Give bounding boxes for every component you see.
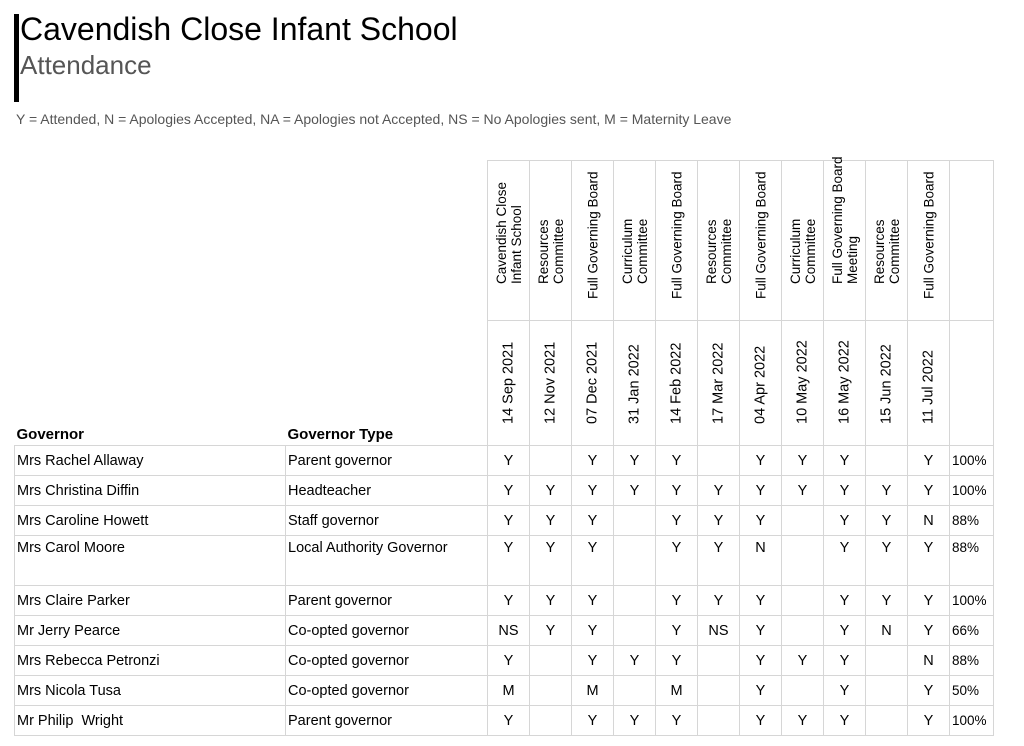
attendance-mark: Y xyxy=(824,536,866,586)
attendance-mark: Y xyxy=(698,476,740,506)
governor-name: Mrs Carol Moore xyxy=(15,536,286,586)
attendance-mark: Y xyxy=(572,706,614,736)
header-spacer xyxy=(15,161,286,321)
attendance-percentage: 88% xyxy=(950,536,994,586)
meeting-date: 10 May 2022 xyxy=(794,340,810,424)
meeting-date-header xyxy=(908,321,950,446)
meeting-name-line: Curriculum xyxy=(787,218,803,284)
attendance-mark xyxy=(530,706,572,736)
attendance-mark xyxy=(782,616,824,646)
meeting-name-line: Curriculum xyxy=(619,218,635,284)
attendance-legend: Y = Attended, N = Apologies Accepted, NA = Apologies not Accepted, NS = No Apologies sent, M = Maternity Leave xyxy=(16,111,732,127)
attendance-mark: Y xyxy=(656,446,698,476)
meeting-date: 14 Feb 2022 xyxy=(668,342,684,424)
attendance-mark: Y xyxy=(572,506,614,536)
attendance-mark: Y xyxy=(782,476,824,506)
attendance-mark xyxy=(614,616,656,646)
meeting-date: 15 Jun 2022 xyxy=(878,344,894,424)
attendance-mark: Y xyxy=(656,646,698,676)
meeting-name-header xyxy=(698,161,740,321)
governor-name: Mrs Caroline Howett xyxy=(15,506,286,536)
governor-type: Local Authority Governor xyxy=(286,536,488,586)
attendance-mark xyxy=(530,676,572,706)
meeting-date: 12 Nov 2021 xyxy=(542,341,558,424)
governor-name: Mrs Rachel Allaway xyxy=(15,446,286,476)
attendance-mark: Y xyxy=(740,676,782,706)
meeting-name-line: Resources xyxy=(871,219,887,284)
attendance-mark xyxy=(614,506,656,536)
attendance-mark: Y xyxy=(698,536,740,586)
attendance-mark: N xyxy=(908,646,950,676)
attendance-mark: Y xyxy=(824,476,866,506)
attendance-percentage: 100% xyxy=(950,586,994,616)
attendance-mark: Y xyxy=(782,706,824,736)
attendance-mark: Y xyxy=(908,676,950,706)
attendance-mark: Y xyxy=(488,506,530,536)
meeting-name-line: Meeting xyxy=(844,235,860,284)
attendance-mark xyxy=(614,536,656,586)
attendance-mark xyxy=(866,706,908,736)
attendance-percentage: 50% xyxy=(950,676,994,706)
meeting-date: 11 Jul 2022 xyxy=(920,350,936,424)
meeting-date-header xyxy=(866,321,908,446)
attendance-mark: Y xyxy=(488,536,530,586)
meeting-date-header xyxy=(740,321,782,446)
attendance-mark: Y xyxy=(656,706,698,736)
meeting-name-line: Full Governing Board xyxy=(829,156,845,284)
attendance-mark: Y xyxy=(698,506,740,536)
attendance-mark xyxy=(698,676,740,706)
attendance-mark: Y xyxy=(908,446,950,476)
meeting-name-header xyxy=(824,156,866,321)
table-row xyxy=(15,646,994,676)
meeting-date: 31 Jan 2022 xyxy=(626,344,642,424)
attendance-mark: Y xyxy=(782,446,824,476)
meeting-date-header xyxy=(824,321,866,446)
attendance-mark xyxy=(698,706,740,736)
attendance-mark: Y xyxy=(572,536,614,586)
attendance-mark: Y xyxy=(824,676,866,706)
attendance-mark: Y xyxy=(614,646,656,676)
attendance-mark xyxy=(866,676,908,706)
meeting-name-header xyxy=(782,161,824,321)
attendance-mark: Y xyxy=(824,706,866,736)
attendance-mark: Y xyxy=(824,646,866,676)
attendance-mark: N xyxy=(908,506,950,536)
meeting-name-header xyxy=(866,161,908,321)
attendance-mark: Y xyxy=(656,616,698,646)
attendance-mark: Y xyxy=(824,616,866,646)
attendance-mark: Y xyxy=(488,446,530,476)
attendance-mark: Y xyxy=(656,476,698,506)
meeting-name-line: Committee xyxy=(634,218,650,284)
attendance-mark: Y xyxy=(908,586,950,616)
table-row xyxy=(15,706,994,736)
attendance-mark xyxy=(782,586,824,616)
attendance-mark: Y xyxy=(908,706,950,736)
meeting-name-line: Full Governing Board xyxy=(669,171,684,299)
table-row xyxy=(15,586,994,616)
meeting-name-header xyxy=(656,161,698,321)
meeting-date: 07 Dec 2021 xyxy=(584,341,600,424)
meeting-date: 04 Apr 2022 xyxy=(752,345,768,424)
attendance-mark xyxy=(530,446,572,476)
table-row xyxy=(15,446,994,476)
meeting-date-header xyxy=(656,321,698,446)
meeting-name-line: Committee xyxy=(886,218,902,284)
attendance-mark: Y xyxy=(824,446,866,476)
meeting-name-line: Committee xyxy=(718,218,734,284)
attendance-percentage: 100% xyxy=(950,446,994,476)
attendance-mark: Y xyxy=(656,536,698,586)
attendance-percentage: 66% xyxy=(950,616,994,646)
meeting-name-header xyxy=(530,161,572,321)
attendance-percentage: 100% xyxy=(950,476,994,506)
attendance-mark: Y xyxy=(530,586,572,616)
attendance-mark: Y xyxy=(740,446,782,476)
attendance-mark: Y xyxy=(656,586,698,616)
attendance-percentage: 88% xyxy=(950,506,994,536)
governor-type: Headteacher xyxy=(286,476,488,506)
meeting-date-header xyxy=(488,321,530,446)
meeting-name-line: Full Governing Board xyxy=(753,171,768,299)
attendance-mark: Y xyxy=(866,586,908,616)
governor-type: Staff governor xyxy=(286,506,488,536)
attendance-mark: Y xyxy=(866,476,908,506)
governor-type-column-header: Governor Type xyxy=(286,321,488,446)
attendance-table xyxy=(14,156,994,736)
attendance-mark: Y xyxy=(488,476,530,506)
meeting-name-line: Infant School xyxy=(508,205,524,284)
attendance-percentage: 100% xyxy=(950,706,994,736)
attendance-mark xyxy=(614,586,656,616)
attendance-mark xyxy=(866,646,908,676)
table-row xyxy=(15,536,994,586)
page-subtitle: Attendance xyxy=(20,50,152,80)
attendance-mark: Y xyxy=(614,446,656,476)
attendance-mark: Y xyxy=(656,506,698,536)
attendance-mark: Y xyxy=(698,586,740,616)
attendance-mark: Y xyxy=(908,616,950,646)
meeting-date-header xyxy=(572,321,614,446)
attendance-mark: Y xyxy=(572,446,614,476)
meeting-name-header xyxy=(572,161,614,321)
meeting-date: 17 Mar 2022 xyxy=(710,342,726,424)
attendance-mark: M xyxy=(488,676,530,706)
meeting-name-header xyxy=(614,161,656,321)
attendance-mark: Y xyxy=(740,706,782,736)
governor-column-header: Governor xyxy=(15,321,286,446)
attendance-mark: Y xyxy=(614,706,656,736)
governor-type: Co-opted governor xyxy=(286,676,488,706)
attendance-mark: Y xyxy=(908,536,950,586)
attendance-mark: Y xyxy=(530,506,572,536)
attendance-mark: Y xyxy=(866,536,908,586)
attendance-mark xyxy=(614,676,656,706)
attendance-mark: Y xyxy=(740,586,782,616)
table-row xyxy=(15,676,994,706)
governor-type: Parent governor xyxy=(286,586,488,616)
meeting-name-line: Cavendish Close xyxy=(493,181,509,284)
meeting-name-line: Full Governing Board xyxy=(921,171,936,299)
attendance-mark: Y xyxy=(530,536,572,586)
attendance-mark xyxy=(698,446,740,476)
attendance-mark: NS xyxy=(488,616,530,646)
attendance-mark xyxy=(866,446,908,476)
attendance-mark: Y xyxy=(572,586,614,616)
attendance-mark: Y xyxy=(488,586,530,616)
governor-name: Mr Jerry Pearce xyxy=(15,616,286,646)
attendance-mark: Y xyxy=(530,616,572,646)
header-pct-blank xyxy=(950,161,994,321)
header-pct-blank xyxy=(950,321,994,446)
attendance-mark xyxy=(530,646,572,676)
meeting-name-header xyxy=(488,161,530,321)
meeting-date: 16 May 2022 xyxy=(836,340,852,424)
governor-name: Mrs Claire Parker xyxy=(15,586,286,616)
attendance-mark: Y xyxy=(824,506,866,536)
attendance-mark: N xyxy=(740,536,782,586)
attendance-mark: Y xyxy=(572,616,614,646)
meeting-date-header xyxy=(782,321,824,446)
meeting-name-header xyxy=(740,161,782,321)
page-title: Cavendish Close Infant School xyxy=(20,11,458,47)
meeting-name-line: Full Governing Board xyxy=(585,171,600,299)
attendance-mark: Y xyxy=(740,476,782,506)
meeting-name-line: Resources xyxy=(703,219,719,284)
attendance-mark: Y xyxy=(824,586,866,616)
attendance-mark xyxy=(782,506,824,536)
governor-name: Mrs Christina Diffin xyxy=(15,476,286,506)
header-spacer xyxy=(286,161,488,321)
attendance-mark: NS xyxy=(698,616,740,646)
meeting-date-header xyxy=(530,321,572,446)
governor-name: Mrs Rebecca Petronzi xyxy=(15,646,286,676)
attendance-mark xyxy=(698,646,740,676)
meeting-name-line: Committee xyxy=(550,218,566,284)
table-row xyxy=(15,616,994,646)
governor-name: Mrs Nicola Tusa xyxy=(15,676,286,706)
meeting-date-header xyxy=(614,321,656,446)
title-accent-bar xyxy=(14,14,19,102)
attendance-mark: Y xyxy=(488,646,530,676)
meeting-date-header xyxy=(698,321,740,446)
attendance-mark: Y xyxy=(530,476,572,506)
meeting-date: 14 Sep 2021 xyxy=(500,341,516,424)
attendance-mark: Y xyxy=(572,476,614,506)
attendance-mark xyxy=(782,536,824,586)
governor-name: Mr Philip Wright xyxy=(15,706,286,736)
attendance-percentage: 88% xyxy=(950,646,994,676)
table-row xyxy=(15,506,994,536)
attendance-mark: Y xyxy=(740,616,782,646)
meeting-name-header xyxy=(908,161,950,321)
attendance-mark: Y xyxy=(908,476,950,506)
governor-type: Parent governor xyxy=(286,706,488,736)
attendance-mark xyxy=(782,676,824,706)
attendance-mark: M xyxy=(572,676,614,706)
meeting-name-line: Resources xyxy=(535,219,551,284)
attendance-mark: Y xyxy=(740,506,782,536)
governor-type: Co-opted governor xyxy=(286,646,488,676)
table-row xyxy=(15,476,994,506)
attendance-mark: Y xyxy=(488,706,530,736)
governor-type: Co-opted governor xyxy=(286,616,488,646)
attendance-mark: M xyxy=(656,676,698,706)
attendance-mark: Y xyxy=(614,476,656,506)
meeting-name-line: Committee xyxy=(802,218,818,284)
attendance-mark: Y xyxy=(572,646,614,676)
governor-type: Parent governor xyxy=(286,446,488,476)
attendance-mark: Y xyxy=(866,506,908,536)
attendance-mark: Y xyxy=(782,646,824,676)
attendance-mark: N xyxy=(866,616,908,646)
attendance-mark: Y xyxy=(740,646,782,676)
